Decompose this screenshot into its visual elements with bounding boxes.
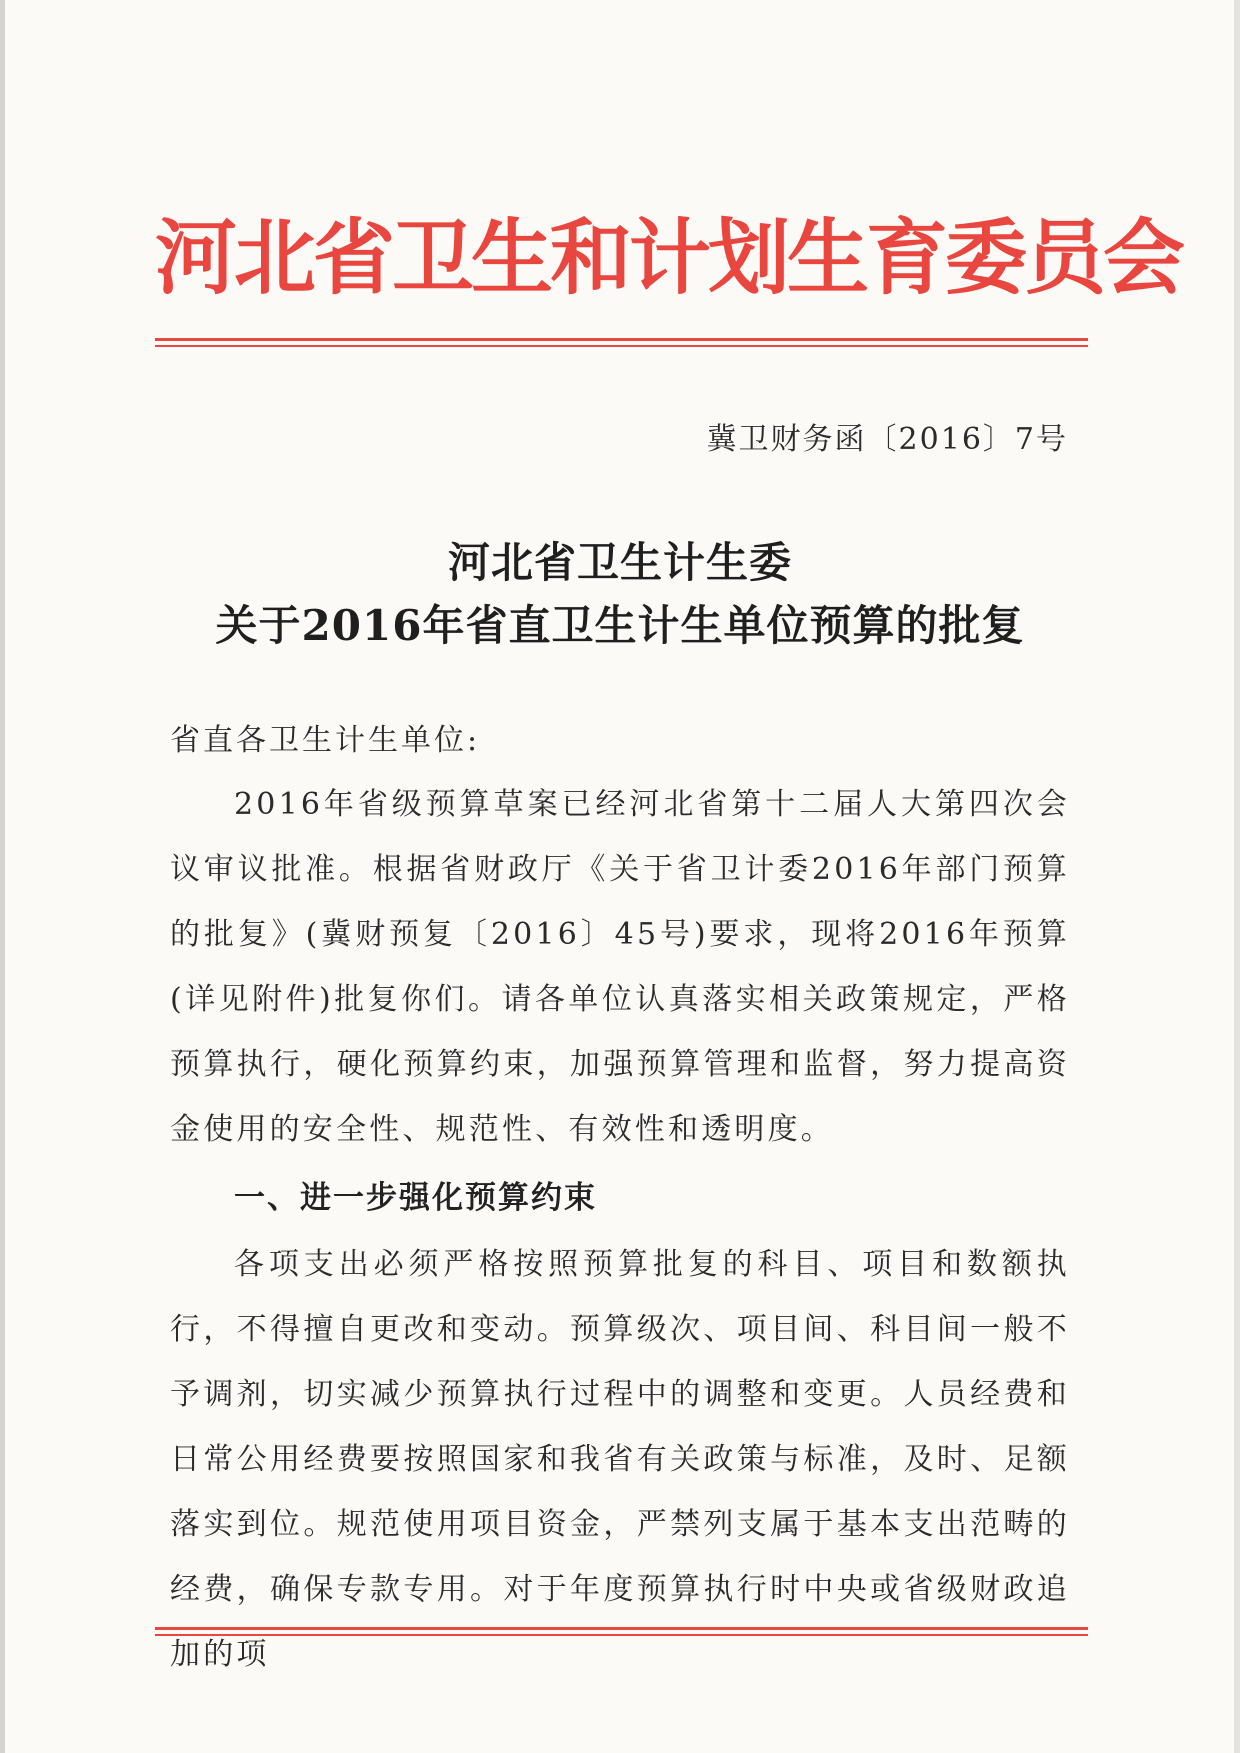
scan-edge-left [0, 0, 5, 1753]
letterhead-rule-top-2 [155, 345, 1088, 347]
section-heading-1: 一、进一步强化预算约束 [234, 1180, 597, 1216]
scan-edge-right [1234, 0, 1240, 1753]
footer-rule-2 [155, 1634, 1088, 1636]
body-paragraph-1: 2016年省级预算草案已经河北省第十二届人大第四次会议审议批准。根据省财政厅《关于省卫计委2016年部门预算的批复》(冀财预复〔2016〕45号)要求，现将2016年预算(详见附件)批复你们。请各单位认真落实相关政策规定，严格预算执行，硬化预算约束，加强预算管理和监督，努力提高资金使用的安全性、规范性、有效性和透明度。 [170, 787, 1070, 1147]
footer-rule-1 [155, 1627, 1088, 1630]
document-title-line2: 关于2016年省直卫生计生单位预算的批复 [215, 601, 1025, 650]
salutation: 省直各卫生计生单位: [170, 723, 481, 758]
document-title-line1: 河北省卫生计生委 [447, 538, 792, 587]
body-paragraph-1-container [170, 772, 1070, 1162]
body-paragraph-2-container [170, 1232, 1070, 1687]
body-paragraph-2: 各项支出必须严格按照预算批复的科目、项目和数额执行，不得擅自更改和变动。预算级次、项目间、科目间一般不予调剂，切实减少预算执行过程中的调整和变更。人员经费和日常公用经费要按照国家和我省有关政策与标准，及时、足额落实到位。规范使用项目资金，严禁列支属于基本支出范畴的经费，确保专款专用。对于年度预算执行时中央或省级财政追加的项 [170, 1247, 1070, 1672]
document-number: 冀卫财务函〔2016〕7号 [706, 422, 1068, 457]
letterhead-rule-top-1 [155, 338, 1088, 341]
letterhead-org-name: 河北省卫生和计划生育委员会 [155, 211, 1183, 306]
